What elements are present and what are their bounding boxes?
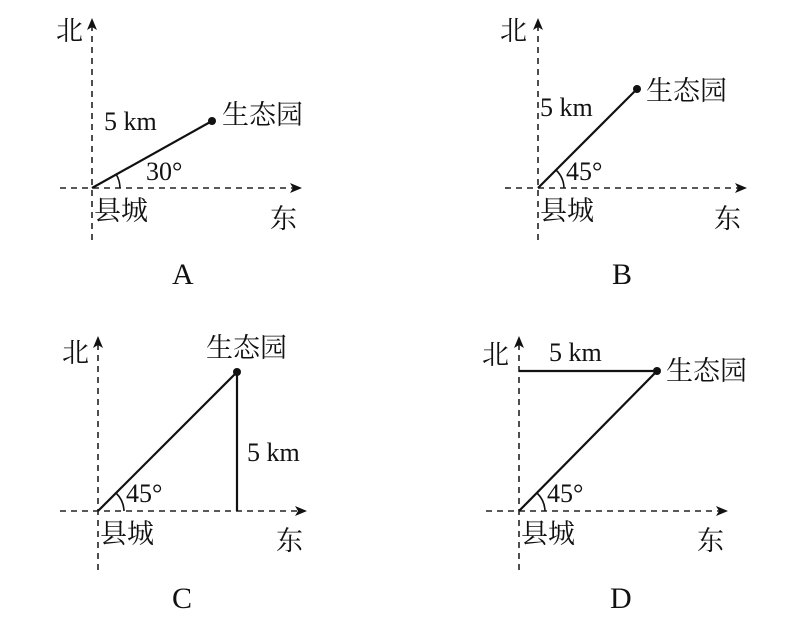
panel-c-distance-label: 5 km bbox=[247, 438, 300, 467]
panel-d-angle-label: 45° bbox=[547, 479, 584, 508]
panel-d bbox=[482, 338, 747, 615]
panel-d-east-label: 东 bbox=[697, 526, 724, 557]
panel-c-angle-arc bbox=[116, 493, 124, 511]
panel-c-park-point bbox=[233, 368, 241, 376]
panel-a-distance-label: 5 km bbox=[104, 107, 157, 136]
panel-a-east-label: 东 bbox=[270, 204, 297, 235]
panel-c-option-letter: C bbox=[172, 582, 193, 615]
panel-d-distance-label: 5 km bbox=[549, 338, 602, 367]
panel-b-park-label: 生态园 bbox=[646, 76, 727, 107]
panel-b-angle-label: 45° bbox=[566, 157, 603, 186]
panel-b-option-letter: B bbox=[612, 258, 633, 291]
panel-c-route-line bbox=[98, 372, 237, 511]
panel-c-county-label: 县城 bbox=[100, 519, 154, 550]
panel-d-route-line bbox=[519, 371, 657, 511]
panel-c-angle-label: 45° bbox=[126, 479, 163, 508]
panel-b-county-label: 县城 bbox=[540, 196, 594, 227]
panel-c-east-label: 东 bbox=[276, 526, 303, 557]
panel-c-park-label: 生态园 bbox=[206, 333, 287, 364]
panel-d-park-label: 生态园 bbox=[666, 356, 747, 387]
panel-b-east-label: 东 bbox=[714, 204, 741, 235]
panel-b-north-label: 北 bbox=[500, 16, 527, 47]
panel-a-park-point bbox=[208, 117, 216, 125]
panel-b-park-point bbox=[633, 85, 641, 93]
panel-d-angle-arc bbox=[537, 493, 545, 511]
panel-d-option-letter: D bbox=[610, 582, 632, 615]
panel-d-north-label: 北 bbox=[482, 340, 509, 371]
panel-b bbox=[500, 16, 745, 291]
panel-a-option-letter: A bbox=[172, 258, 194, 291]
panel-a-north-label: 北 bbox=[56, 16, 83, 47]
panel-b-distance-label: 5 km bbox=[540, 93, 593, 122]
panel-d-park-point bbox=[653, 367, 661, 375]
panel-a-angle-arc bbox=[116, 174, 120, 188]
panel-a-county-label: 县城 bbox=[94, 196, 148, 227]
panel-c bbox=[60, 333, 305, 615]
panel-b-angle-arc bbox=[556, 170, 564, 188]
panel-d-county-label: 县城 bbox=[521, 519, 575, 550]
panel-a-park-label: 生态园 bbox=[222, 100, 303, 131]
panel-a-angle-label: 30° bbox=[146, 157, 183, 186]
panel-c-north-label: 北 bbox=[62, 338, 89, 369]
panel-a bbox=[56, 16, 303, 291]
